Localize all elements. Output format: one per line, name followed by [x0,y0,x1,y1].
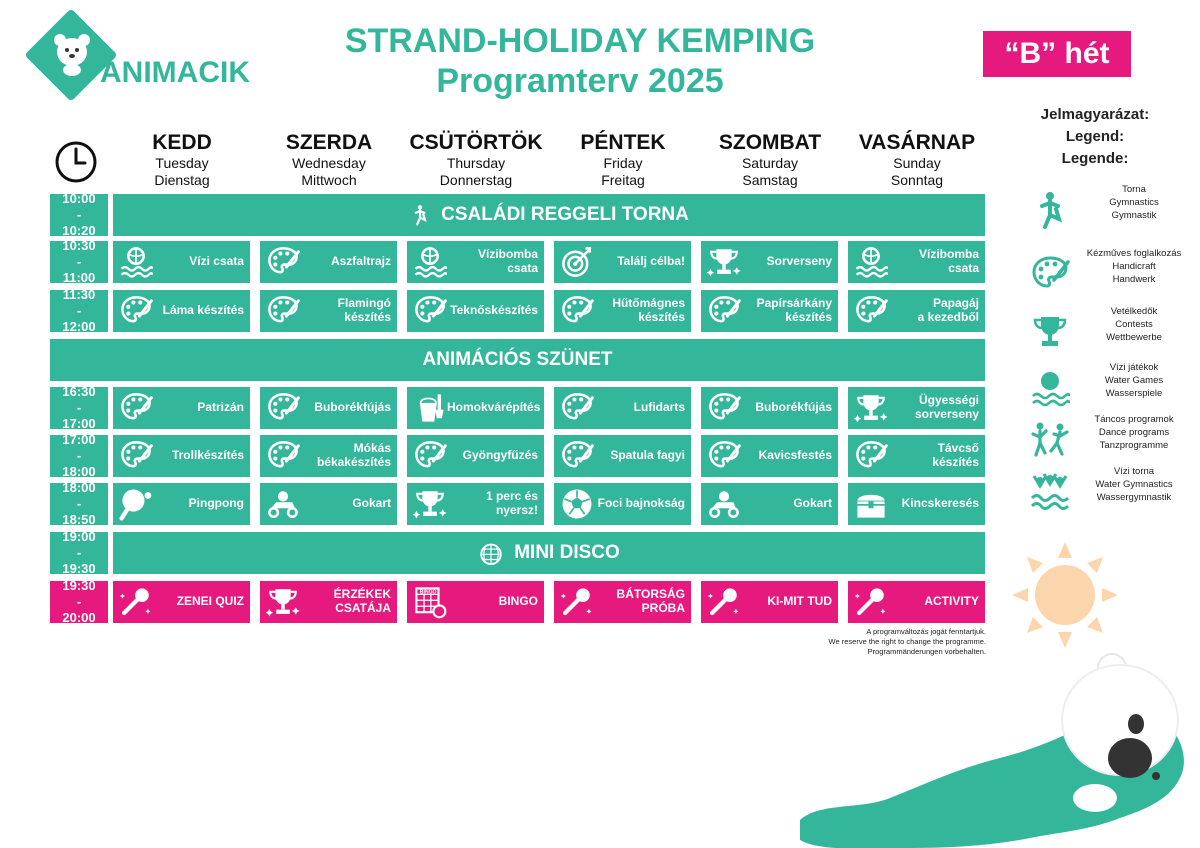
activity-cell [554,483,691,525]
legend-line: Handicraft [1112,260,1156,272]
activity-label: Papírsárkány készítés [756,296,832,324]
activity-label: Vízi csata [189,254,244,269]
water-gymnastics-icon [1030,472,1070,512]
activity-label: Flamingó készítés [337,296,391,324]
water-ball-icon [1030,368,1070,408]
microphone-icon [119,585,153,619]
time-slot [50,286,108,335]
palette-icon [560,294,594,328]
time-slot [50,528,108,577]
pingpong-icon [119,487,153,521]
day-name-de: Freitag [601,171,645,188]
dance-icon [1030,420,1070,460]
activity-label: Papagáj a kezedből [917,296,979,324]
water-ball-icon [854,245,888,279]
page-subtitle: Programterv 2025 [436,62,724,100]
time-slot [50,479,108,528]
legend-item-water-gymnastics [1030,466,1190,526]
palette-icon [413,294,447,328]
activity-label: Sorverseny [766,254,832,269]
time-end: 18:00 [62,464,96,480]
day-name-en: Sunday [893,155,941,172]
legend-title-en: Legend: [1065,127,1125,145]
day-name-de: Dienstag [154,171,210,188]
gokart-icon [707,487,741,521]
gymnastics-icon [1030,190,1070,230]
activity-label: ACTIVITY [924,594,979,609]
time-start: 10:00 [62,190,96,206]
time-dash: - [76,302,82,318]
day-header-2 [403,130,549,189]
activity-cell [260,581,397,623]
activity-label: ÉRZÉKEK CSATÁJA [333,587,391,615]
time-start: 17:00 [62,431,96,447]
activity-cell [260,290,397,332]
legend-line: Gymnastics [1109,196,1159,208]
legend-item-gymnastics [1030,184,1190,244]
activity-label: Lufidarts [633,400,685,415]
legend-item-contests [1030,306,1190,366]
palette-icon [854,439,888,473]
activity-cell [701,387,838,429]
activity-label: Láma készítés [162,303,244,318]
activity-cell [554,435,691,477]
time-slot [50,431,108,480]
activity-cell [113,435,250,477]
activity-label: Ügyességi sorverseny [914,393,979,421]
activity-cell [701,483,838,525]
time-end: 12:00 [62,319,96,335]
disco-ball-icon [478,540,504,566]
activity-label: Foci bajnokság [597,496,685,511]
day-header-4 [697,130,843,189]
trophy-icon [707,245,741,279]
legend-line: Vízi játékok [1109,362,1159,373]
activity-cell [407,387,544,429]
day-name-de: Mittwoch [301,171,357,188]
palette-icon [119,294,153,328]
microphone-icon [560,585,594,619]
activity-label: BÁTORSÁG PRÓBA [616,587,685,615]
activity-label: Teknőskészítés [450,303,538,318]
palette-icon [1030,254,1070,294]
day-name-hu: KEDD [152,131,212,154]
time-slot [50,190,108,239]
activity-cell [701,241,838,283]
activity-label: KI-MIT TUD [767,594,832,609]
legend-item-water-games [1030,362,1190,422]
activity-cell [260,387,397,429]
activity-label: Homokvárépítés [447,400,541,415]
activity-cell [113,483,250,525]
activity-label: ZENEI QUIZ [176,594,244,609]
time-start: 19:30 [62,577,96,593]
day-name-hu: PÉNTEK [580,131,666,154]
trophy-icon [266,585,300,619]
time-end: 19:30 [62,561,96,577]
page-title: STRAND-HOLIDAY KEMPING [344,22,816,60]
activity-cell [554,290,691,332]
target-icon [560,245,594,279]
activity-label: Spatula fagyi [610,448,685,463]
sun-illustration [1010,540,1120,650]
time-dash: - [76,544,82,560]
time-dash: - [76,253,82,269]
legend-item-dance [1030,414,1190,474]
activity-cell [407,483,544,525]
activity-cell [113,581,250,623]
palette-icon [707,294,741,328]
palette-icon [266,391,300,425]
palette-icon [560,391,594,425]
palette-icon [707,391,741,425]
legend-line: Wassergymnastik [1096,491,1172,503]
time-slot [50,383,108,432]
day-name-de: Samstag [742,171,798,188]
legend-title-de: Legende: [1061,149,1129,167]
time-end: 10:20 [62,223,96,239]
time-start: 18:00 [62,479,96,495]
activity-cell [260,483,397,525]
activity-cell [701,290,838,332]
day-name-en: Thursday [446,155,506,172]
palette-icon [266,294,300,328]
activity-label: Trollkészítés [171,448,244,463]
trophy-icon [1030,312,1070,352]
activity-label: Pingpong [188,496,244,511]
time-end: 17:00 [62,416,96,432]
activity-label: Buborékfújás [755,400,832,415]
day-name-en: Saturday [741,155,799,172]
time-end: 20:00 [62,610,96,626]
day-name-hu: SZERDA [285,131,373,154]
activity-label: Kavicsfestés [758,448,832,463]
activity-cell [407,290,544,332]
legend-line: Water Gymnastics [1095,478,1173,490]
activity-label: Távcső készítés [932,441,979,469]
legend-line: Vetélkedők [1110,306,1158,317]
morning-bar-label: CSALÁDI REGGELI TORNA [441,204,689,225]
activity-label: Mókás békakészítés [316,441,391,469]
activity-label: Gokart [793,496,832,511]
legend-line: Dance programs [1098,426,1170,438]
palette-icon [707,439,741,473]
water-ball-icon [119,245,153,279]
activity-cell [848,483,985,525]
activity-label: Hűtőmágnes készítés [612,296,685,324]
day-name-en: Friday [603,155,643,172]
activity-cell [113,290,250,332]
time-dash: - [76,399,82,415]
activity-label: Aszfaltrajz [330,254,391,269]
legend-title [1030,104,1160,169]
activity-label: 1 perc és nyersz! [485,489,538,517]
bear-lake-illustration [790,650,1200,848]
week-badge: “B” hét [983,31,1131,77]
day-header-5 [844,130,990,189]
day-header-0 [109,130,255,189]
logo-text: ANIMACIK [100,56,250,89]
time-slot [50,577,108,626]
activity-label: Gokart [352,496,391,511]
time-dash: - [76,593,82,609]
bingo-icon [413,585,447,619]
day-name-en: Wednesday [292,155,366,172]
gymnastics-icon [409,202,431,228]
time-slot [50,237,108,286]
day-name-en: Tuesday [155,155,209,172]
activity-cell [848,387,985,429]
activity-cell [407,435,544,477]
treasure-chest-icon [854,487,888,521]
activity-cell [554,387,691,429]
mini-disco-bar [113,532,985,574]
day-name-de: Sonntag [890,171,944,188]
time-start: 16:30 [62,383,96,399]
activity-cell [848,435,985,477]
time-dash: - [76,206,82,222]
palette-icon [413,439,447,473]
gokart-icon [266,487,300,521]
trophy-icon [413,487,447,521]
break-bar [50,339,985,381]
time-start: 11:30 [62,286,96,302]
day-header-1 [256,130,402,189]
legend-line: Wettbewerbe [1106,331,1162,343]
legend-line: Handwerk [1112,273,1156,285]
day-header-3 [550,130,696,189]
note-line: Programmänderungen vorbehalten. [867,647,986,657]
legend-line: Kézműves foglalkozás [1086,248,1182,259]
activity-label: Buborékfújás [314,400,391,415]
legend-title-hu: Jelmagyarázat: [1040,106,1150,123]
palette-icon [266,439,300,473]
day-name-de: Donnerstag [439,171,513,188]
time-dash: - [76,495,82,511]
legend-item-handicraft [1030,248,1190,308]
activity-cell [848,241,985,283]
legend-line: Táncos programok [1094,414,1174,425]
break-bar-label: ANIMÁCIÓS SZÜNET [422,349,613,370]
note-line: A programváltozás jogát fenntartjuk. [866,627,986,636]
microphone-icon [854,585,888,619]
activity-cell [260,435,397,477]
activity-cell [407,581,544,623]
activity-label: Találj célba! [617,254,685,269]
legend-line: Torna [1122,184,1146,195]
activity-label: Kincskeresés [901,496,979,511]
animacik-logo [30,14,250,104]
activity-cell [554,241,691,283]
legend-line: Contests [1115,318,1153,330]
day-name-hu: CSÜTÖRTÖK [409,131,543,154]
sand-bucket-icon [413,391,447,425]
legend-line: Vízi torna [1113,466,1155,477]
bear-logo-icon [52,32,92,76]
legend-line: Water Games [1104,374,1164,386]
morning-gymnastics-bar [113,194,985,236]
activity-cell [848,290,985,332]
activity-cell [260,241,397,283]
activity-cell [554,581,691,623]
day-name-hu: SZOMBAT [718,131,822,154]
note-line: We reserve the right to change the programme. [828,637,986,647]
time-start: 19:00 [62,528,96,544]
palette-icon [560,439,594,473]
activity-label: Vízibomba csata [477,247,538,275]
activity-label: Gyöngyfűzés [462,448,538,463]
activity-cell [701,581,838,623]
palette-icon [854,294,888,328]
palette-icon [119,391,153,425]
time-end: 18:50 [62,512,96,528]
activity-cell [701,435,838,477]
legend-line: Wasserspiele [1105,387,1163,399]
time-end: 11:00 [62,270,96,286]
activity-label: BINGO [498,594,538,609]
palette-icon [266,245,300,279]
trophy-icon [854,391,888,425]
day-name-hu: VASÁRNAP [858,131,976,154]
microphone-icon [707,585,741,619]
activity-label: Vízibomba csata [918,247,979,275]
activity-cell [848,581,985,623]
disco-bar-label: MINI DISCO [514,542,620,563]
legend-line: Gymnastik [1111,209,1157,221]
water-ball-icon [413,245,447,279]
activity-cell [113,241,250,283]
palette-icon [119,439,153,473]
football-icon [560,487,594,521]
activity-label: Patrizán [197,400,244,415]
clock-icon [54,140,98,184]
activity-cell [113,387,250,429]
time-dash: - [76,447,82,463]
time-start: 10:30 [62,237,96,253]
legend-line: Tanzprogramme [1099,439,1169,451]
activity-cell [407,241,544,283]
